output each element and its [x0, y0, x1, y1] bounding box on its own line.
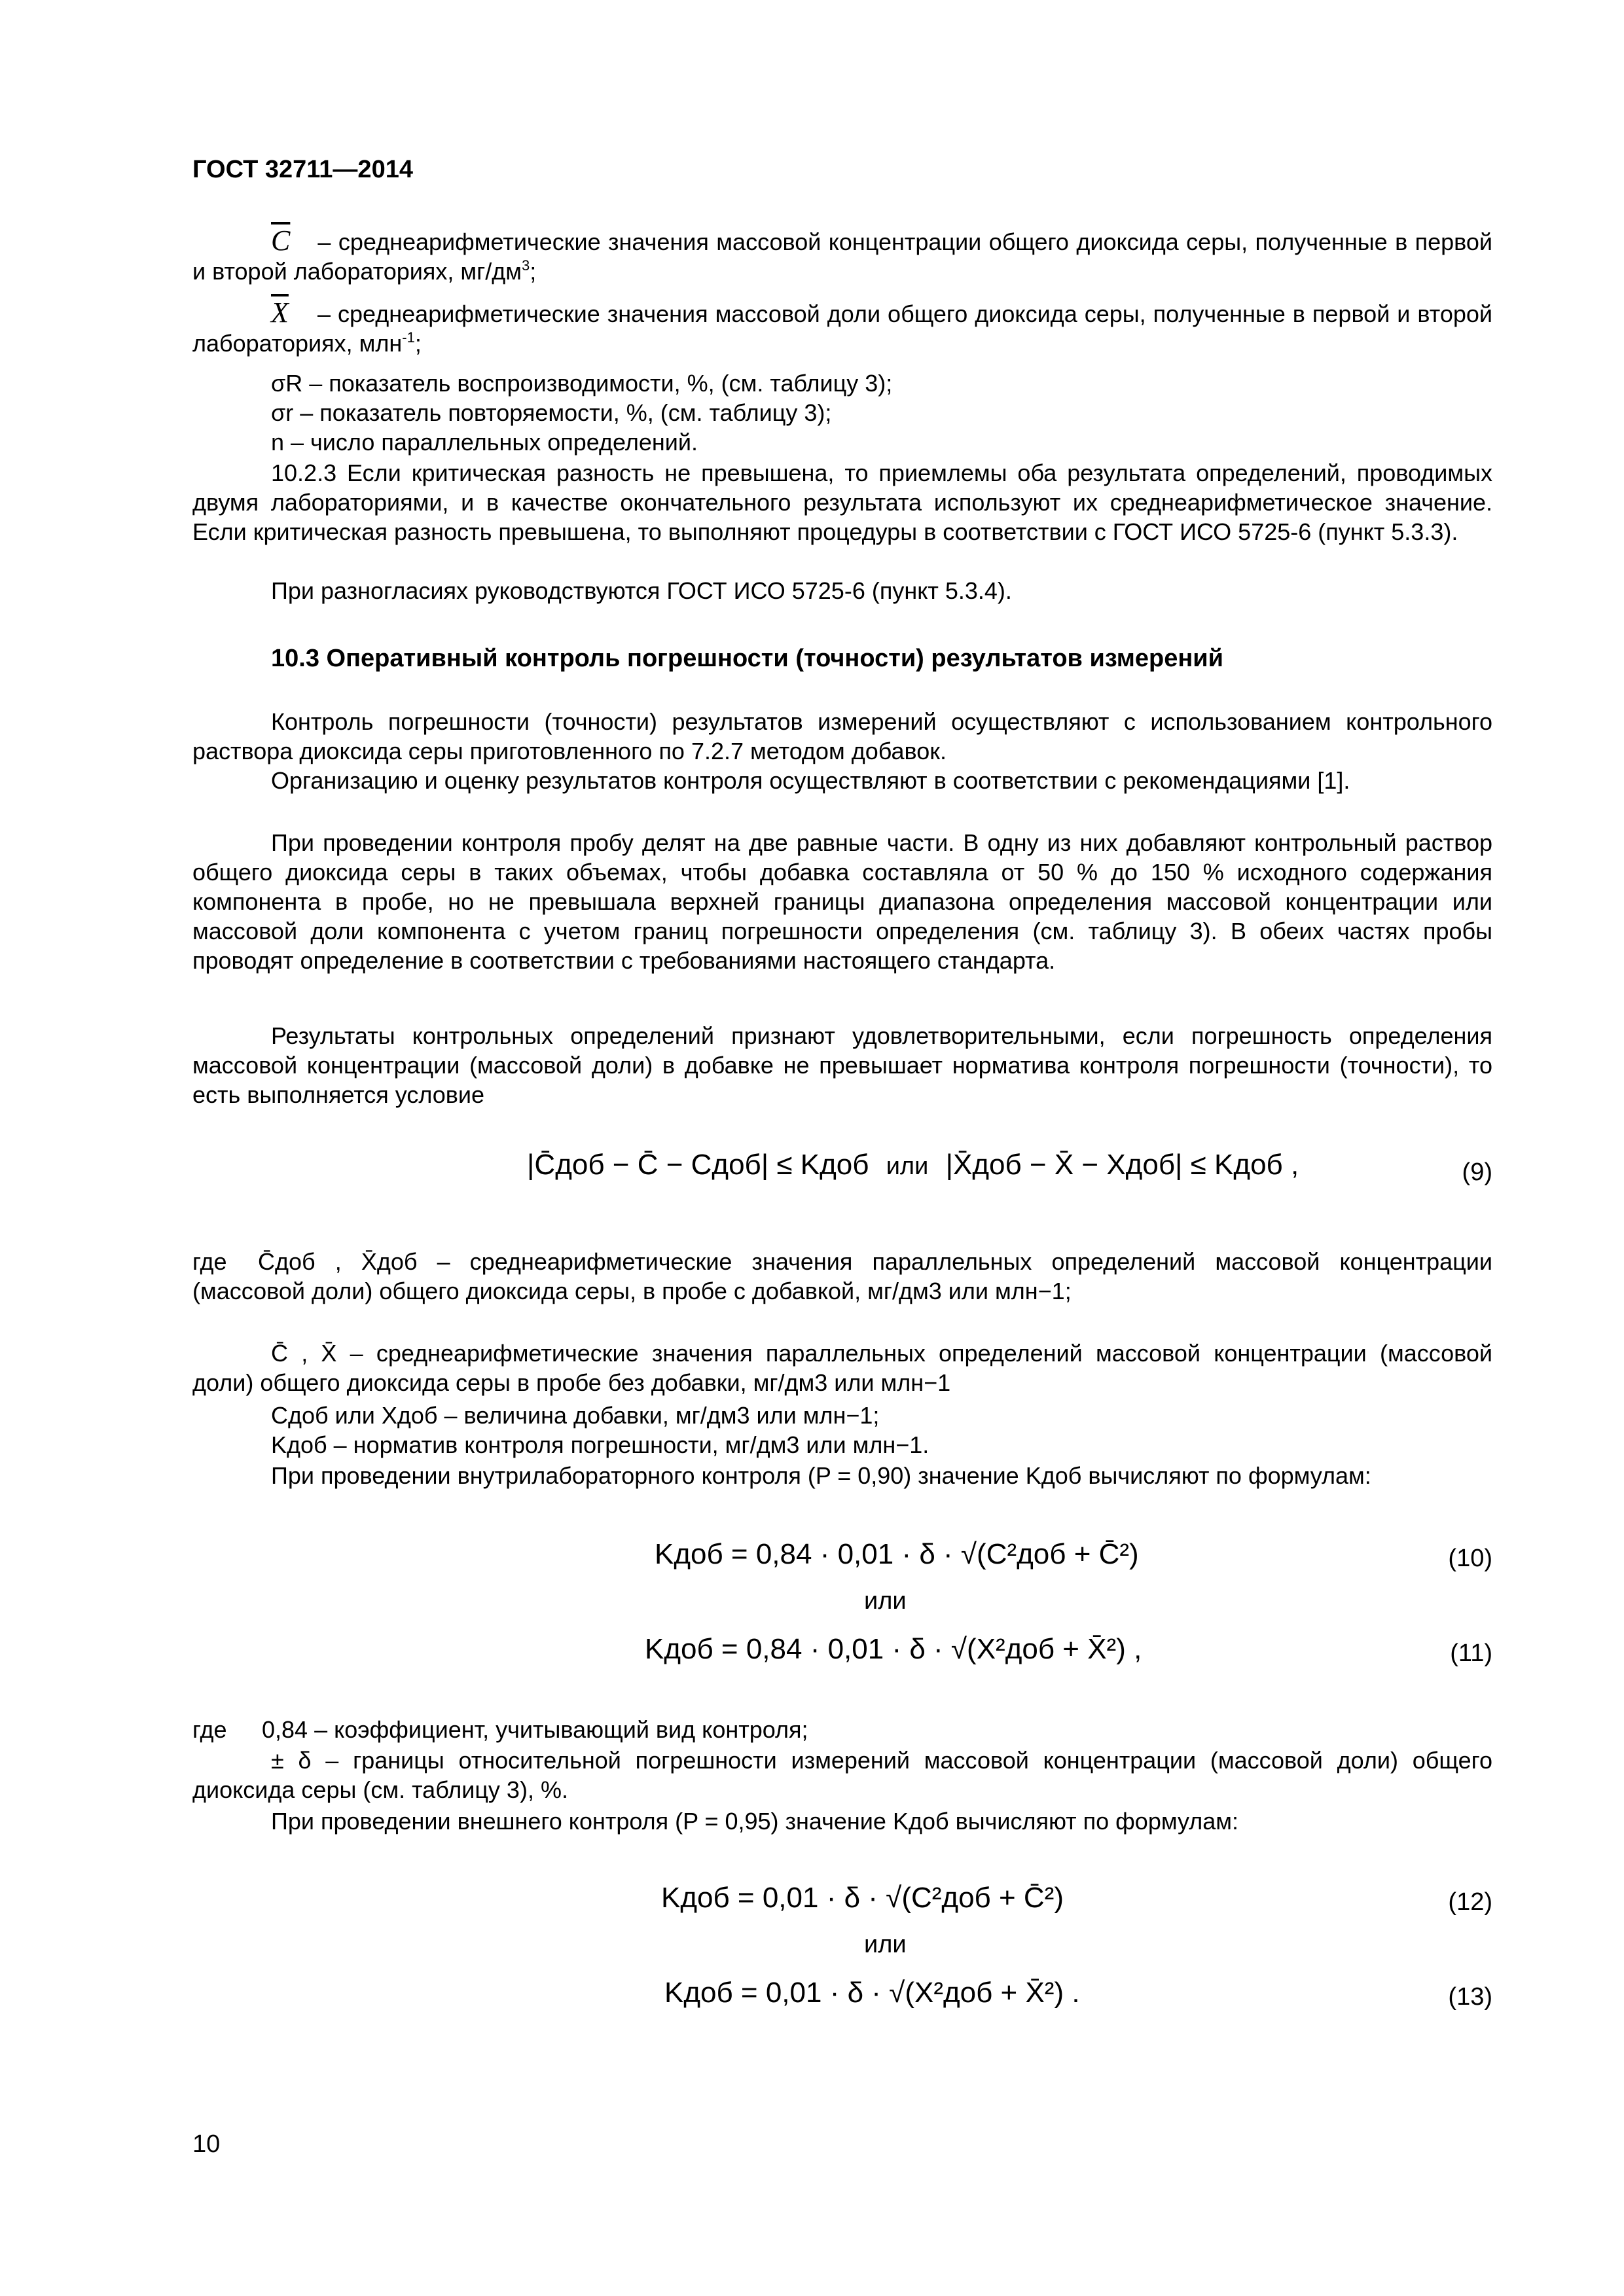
formula-12-number: (12): [1448, 1888, 1492, 1916]
definition-sigma-reproducibility: σR – показатель воспроизводимости, %, (см. таблицу 3);: [271, 370, 893, 397]
definition-c-mean: $\overline{C}$ – среднеарифметические значения массовой концентрации общего диоксида серы, полученные в первой и второй лабораториях, $мг/дм^3$;: [192, 224, 1492, 285]
formula-11: Kдоб = 0,84 · 0,01 · δ · √(X²доб + X̄²) ,: [645, 1633, 1142, 1665]
where-1-line-1: C̄доб , X̄доб – среднеарифметические значения параллельных определений массовой концентрации (массовой доли) общего диоксида серы, в пробе с добавкой, мг/дм3 или млн−1;: [192, 1248, 1492, 1304]
formula-or-2: или: [864, 1931, 907, 1958]
formula-9-number: (9): [1462, 1158, 1492, 1186]
where-2-line-2: ± δ – границы относительной погрешности измерений массовой концентрации (массовой доли) общего диоксида серы (см. таблицу 3), %.: [192, 1747, 1492, 1803]
where-block-1: [192, 1247, 1492, 1306]
paragraph-10-2-3: 10.2.3 Если критическая разность не превышена, то приемлемы оба результата определений, проводимых двумя лабораториями, и в качестве окончательного результата используют их среднеарифметическое значение. Если критическая разность превышена, то выполняют процедуры в соответствии с ГОСТ ИСО 5725-6 (пункт 5.3.3).: [192, 459, 1492, 545]
c-mean-text: – среднеарифметические значения массовой концентрации общего диоксида серы, полученные в первой и второй лабораториях, мг/дм: [192, 228, 1492, 285]
paragraph-disagreements: При разногласиях руководствуются ГОСТ ИСО 5725-6 (пункт 5.3.4).: [271, 577, 1012, 604]
paragraph-control-4: Результаты контрольных определений признают удовлетворительными, если погрешность определения массовой концентрации (массовой доли) в добавке не превышает норматива контроля погрешности (точности), то есть выполняется условие: [192, 1022, 1492, 1108]
c-mean-symbol: $\overline{C}$: [271, 224, 291, 257]
formula-9-left: |C̄доб − C̄ − Cдоб| ≤ Kдоб: [527, 1149, 869, 1181]
where-1-line-5: При проведении внутрилабораторного контроля (P = 0,90) значение Kдоб вычисляют по формулам:: [271, 1462, 1371, 1489]
where-1-line-2: C̄ , X̄ – среднеарифметические значения параллельных определений массовой концентрации (массовой доли) общего диоксида серы в пробе без добавки, мг/дм3 или млн−1: [192, 1340, 1492, 1396]
x-mean-symbol: $\overline{X}$: [271, 296, 289, 329]
formula-10: Kдоб = 0,84 · 0,01 · δ · √(C²доб + C̄²): [655, 1538, 1139, 1570]
formula-12: Kдоб = 0,01 · δ · √(C²доб + C̄²): [661, 1882, 1064, 1914]
x-mean-text: – среднеарифметические значения массовой доли общего диоксида серы, полученные в первой и второй лабораториях, млн: [192, 300, 1492, 357]
where-1-line-3: Cдоб или Xдоб – величина добавки, мг/дм3 или млн−1;: [271, 1402, 880, 1429]
formula-11-number: (11): [1450, 1640, 1492, 1667]
formula-13: Kдоб = 0,01 · δ · √(X²доб + X̄²) .: [664, 1977, 1080, 2009]
where-2-line-1: 0,84 – коэффициент, учитывающий вид контроля;: [262, 1716, 808, 1743]
where-label-1: где: [192, 1248, 227, 1275]
page-number: 10: [192, 2130, 221, 2158]
definition-sigma-repeatability: σr – показатель повторяемости, %, (см. таблицу 3);: [271, 399, 832, 426]
formula-9-right: |X̄доб − X̄ − Xдоб| ≤ Kдоб ,: [945, 1149, 1299, 1181]
paragraph-control-3: При проведении контроля пробу делят на две равные части. В одну из них добавляют контрольный раствор общего диоксида серы в таких объемах, чтобы добавка составляла от 50 % до 150 % исходного содержания компонента в пробе, но не превышала верхней границы диапазона определения массовой концентрации или массовой доли компонента с учетом границ погрешности определения (см. таблицу 3). В обеих частях пробы проводят определение в соответствии с требованиями настоящего стандарта.: [192, 829, 1492, 974]
formula-13-number: (13): [1448, 1983, 1492, 2011]
where-block-2: [192, 1715, 1492, 1744]
paragraph-control-1: Контроль погрешности (точности) результатов измерений осуществляют с использованием контрольного раствора диоксида серы приготовленного по 7.2.7 методом добавок.: [192, 708, 1492, 764]
formula-or-1: или: [864, 1587, 907, 1615]
formula-9-or: или: [886, 1153, 929, 1180]
where-2-line-3: При проведении внешнего контроля (P = 0,95) значение Kдоб вычисляют по формулам:: [271, 1808, 1238, 1835]
where-label-2: где: [192, 1716, 227, 1743]
section-title-10-3: 10.3 Оперативный контроль погрешности (точности) результатов измерений: [271, 645, 1224, 672]
document-header: ГОСТ 32711—2014: [192, 156, 413, 183]
definition-n: n – число параллельных определений.: [271, 429, 698, 456]
formula-9: [527, 1149, 1299, 1181]
formula-10-number: (10): [1448, 1545, 1492, 1572]
where-1-line-4: Kдоб – норматив контроля погрешности, мг/дм3 или млн−1.: [271, 1431, 929, 1458]
paragraph-control-2: Организацию и оценку результатов контроля осуществляют в соответствии с рекомендациями [1].: [271, 767, 1350, 794]
definition-x-mean: $\overline{X}$ – среднеарифметические значения массовой доли общего диоксида серы, полученные в первой и второй лабораториях, млн$^{-1}$;: [192, 296, 1492, 357]
